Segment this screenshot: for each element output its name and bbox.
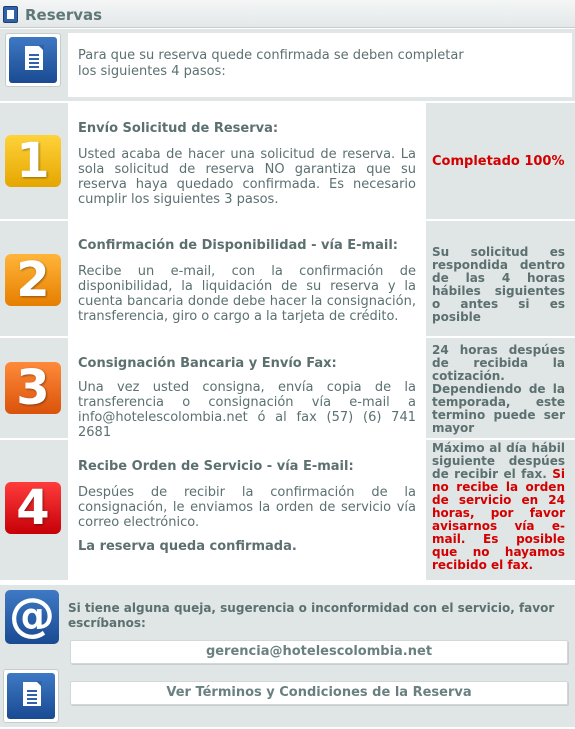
document-icon [3,669,59,723]
step-4-number-icon: 4 [5,482,61,534]
step-body: Una vez usted consigna, envía copia de la transferencia o consignación vía e-mail a info@hotelescolombia.net ó al fax (57) (6) 741 2681 [78,380,416,440]
step-3-panel [68,338,426,438]
step-1-panel [68,103,426,219]
step-2-number-icon: 2 [5,254,61,306]
contact-section [0,585,575,727]
page-title: Reservas [25,6,103,24]
step-4-panel [68,440,426,580]
document-icon [5,33,61,87]
step-body: Usted acaba de hacer una solicitud de reserva. La sola solicitud de reserva NO garantiza que su reserva haya quedado confirmada. Es necesario cumplir los siguientes 3 pasos. [78,147,416,207]
terms-link[interactable]: Ver Términos y Condiciones de la Reserva [70,681,568,705]
step-4-status [426,440,571,580]
status-warning: Si no recibe la orden de servicio en 24 horas, por favor avisarnos vía e-mail. Es posible que no hayamos recibido el fax. [432,467,565,572]
step-3-number-icon: 3 [5,362,61,414]
step-title: Envío Solicitud de Reserva: [78,121,279,136]
step-4-row [0,440,575,580]
intro-row [0,29,575,101]
step-footer: La reserva queda confirmada. [78,539,297,554]
step-3-status: 24 horas despúes de recibida la cotización. Dependiendo de la temporada, este termino puede ser mayor [426,338,571,438]
email-at-icon: @ [5,590,59,644]
step-title: Consignación Bancaria y Envío Fax: [78,356,337,371]
step-title: Recibe Orden de Servicio - vía E-mail: [78,459,354,474]
step-body: Recibe un e-mail, con la confirmación de disponibilidad, la liquidación de su reserva y la cuenta bancaria donde debe hacer la consignación, transferencia, giro o cargo a la tarjeta de crédito. [78,264,416,324]
email-link[interactable]: gerencia@hotelescolombia.net [70,640,568,664]
step-body: Despúes de recibir la confirmación de la consignación, le enviamos la orden de servicio vía correo electrónico. [78,485,416,530]
step-1-number-icon: 1 [5,135,61,187]
step-title: Confirmación de Disponibilidad - vía E-mail: [78,238,398,253]
status-text: Máximo al día hábil siguiente despúes de recibir el fax. [432,441,565,481]
contact-text: Si tiene alguna queja, sugerencia o inconformidad con el servicio, favor escríbanos: [68,601,555,630]
step-3-row [0,338,575,438]
status-badge: Completado 100% [432,154,565,169]
step-2-panel [68,221,426,336]
intro-panel [68,33,572,97]
step-1-status [426,103,571,219]
step-1-row [0,103,575,219]
step-2-row [0,221,575,336]
header-bar [0,0,575,28]
step-2-status: Su solicitud es respondida dentro de las 4 horas hábiles siguientes o antes si es posible [426,221,571,336]
document-icon [3,6,18,23]
intro-text: Para que su reserva quede confirmada se deben completar los siguientes 4 pasos: [78,48,464,79]
